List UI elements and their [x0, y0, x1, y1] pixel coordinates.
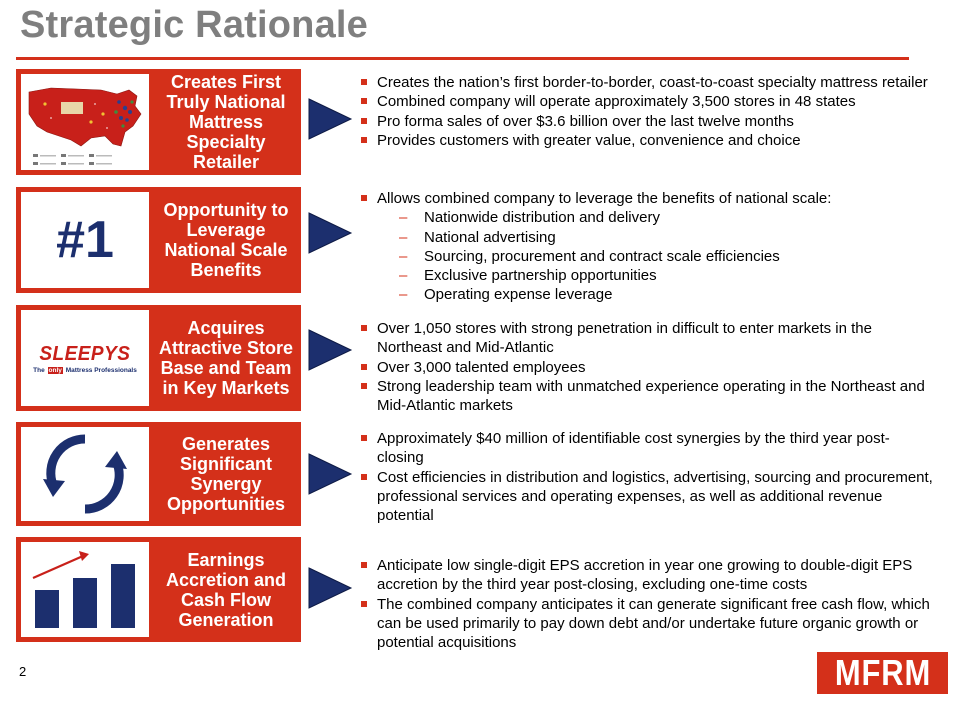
sub-bullet-item: – Exclusive partnership opportunities [359, 266, 934, 285]
page-title: Strategic Rationale [20, 4, 369, 46]
arrow-right-icon [307, 211, 353, 255]
rank-number: #1 [56, 211, 114, 269]
bullet-item: Pro forma sales of over $3.6 billion over the last twelve months [359, 112, 934, 131]
card-label: Creates First Truly National Mattress Specialty Retailer [166, 72, 286, 172]
bullet-item: Over 3,000 talented employees [359, 358, 934, 377]
bullet-item: Approximately $40 million of identifiable cost synergies by the third year post-closing [359, 429, 934, 468]
synergy-graphic [21, 427, 149, 521]
bullet-item: Anticipate low single-digit EPS accretion in year one growing to double-digit EPS accretion by the third year post-closing, excluding one-time costs [359, 556, 934, 595]
sub-bullet-item: – Sourcing, procurement and contract scale efficiencies [359, 247, 934, 266]
sub-bullet-item: – Operating expense leverage [359, 285, 934, 304]
bullet-list [359, 319, 934, 415]
bullet-item: Cost efficiencies in distribution and logistics, advertising, sourcing and procurement, professional services and operating expenses, as well as additional revenue potential [359, 468, 934, 526]
earnings-graphic [21, 542, 149, 637]
card-national-retailer [16, 69, 301, 175]
bullet-list [359, 556, 934, 652]
sub-bullet-item: – National advertising [359, 228, 934, 247]
card-store-base [16, 305, 301, 411]
card-label: Acquires Attractive Store Base and Team in Key Markets [158, 318, 294, 398]
rank-graphic [21, 192, 149, 288]
card-label: Opportunity to Leverage National Scale Benefits [163, 200, 289, 280]
sleepys-wordmark: SLEEPYS [39, 342, 131, 365]
us-map-icon [21, 74, 149, 170]
bullet-item: Strong leadership team with unmatched experience operating in the Northeast and Mid-Atlantic markets [359, 377, 934, 416]
arrow-right-icon [307, 566, 353, 610]
bullet-item: The combined company anticipates it can generate significant free cash flow, which can be used primarily to pay down debt and/or undertake future organic growth or potential acquisitions [359, 595, 934, 653]
title-divider [16, 57, 909, 60]
card-label: Generates Significant Synergy Opportunities [167, 434, 285, 514]
bullet-list [359, 189, 934, 305]
logo-text: MFRM [834, 652, 931, 693]
bullet-item: Combined company will operate approximately 3,500 stores in 48 states [359, 92, 934, 111]
growth-bars-icon [21, 542, 149, 637]
bullet-list [359, 429, 934, 525]
sleepys-tagline: The only Mattress Professionals [33, 366, 137, 374]
sleepys-logo [21, 310, 149, 406]
arrow-right-icon [307, 328, 353, 372]
bullet-item: Provides customers with greater value, convenience and choice [359, 131, 934, 150]
bullet-list [359, 73, 934, 150]
arrow-right-icon [307, 97, 353, 141]
card-earnings [16, 537, 301, 642]
sub-bullet-item: – Nationwide distribution and delivery [359, 208, 934, 227]
arrow-right-icon [307, 452, 353, 496]
card-national-scale [16, 187, 301, 293]
bullet-item: Over 1,050 stores with strong penetration in difficult to enter markets in the Northeast and Mid-Atlantic [359, 319, 934, 358]
card-synergy [16, 422, 301, 526]
mfrm-logo [817, 652, 948, 694]
page-number: 2 [19, 664, 27, 679]
bullet-item: Creates the nation’s first border-to-border, coast-to-coast specialty mattress retailer [359, 73, 934, 92]
cycle-arrows-icon [21, 427, 149, 521]
card-label: Earnings Accretion and Cash Flow Generation [165, 549, 287, 630]
bullet-item: Allows combined company to leverage the benefits of national scale: [359, 189, 934, 208]
us-store-map [21, 74, 149, 170]
